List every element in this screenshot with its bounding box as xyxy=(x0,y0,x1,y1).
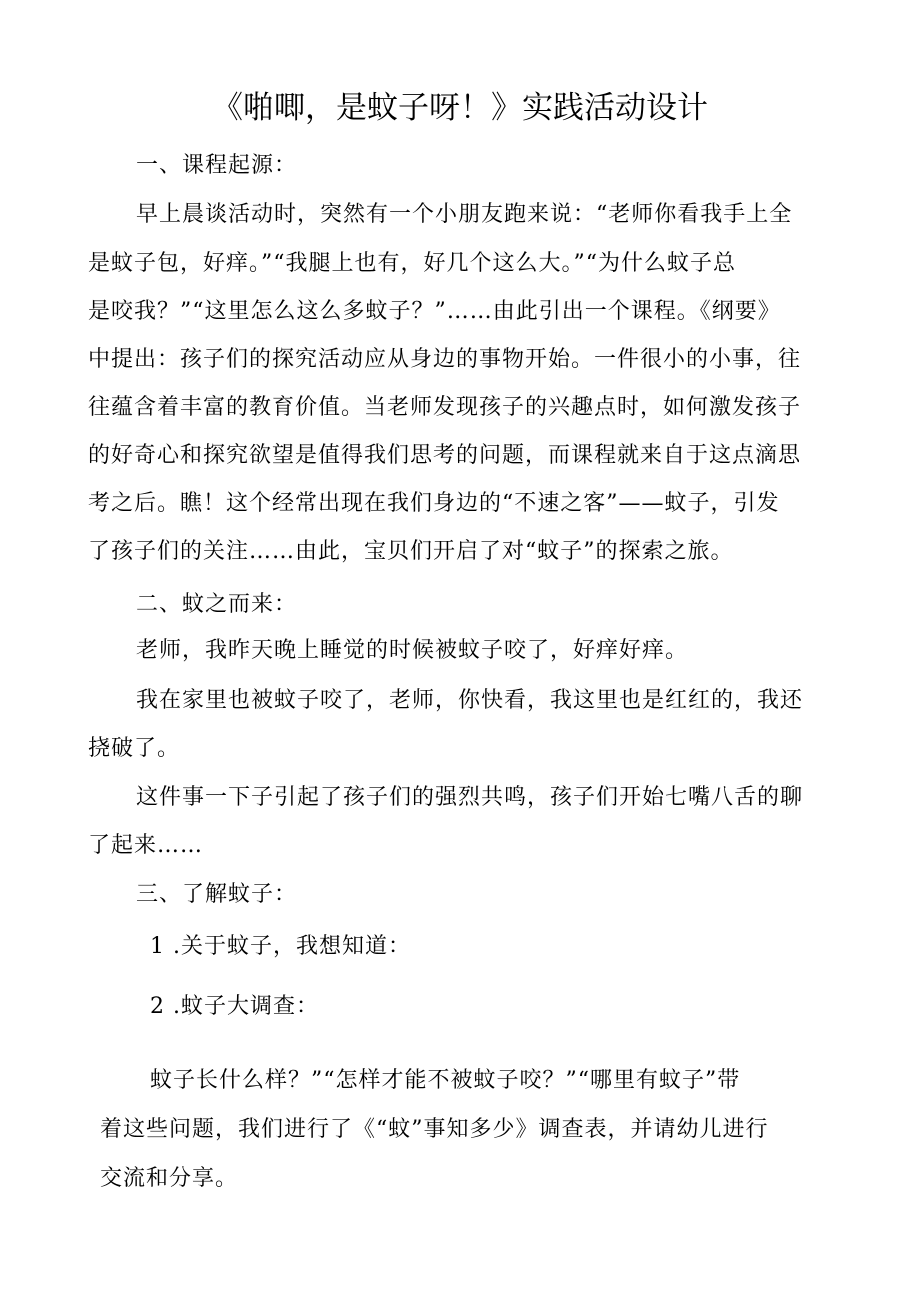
page-title: 《啪唧，是蚊子呀！》实践活动设计 xyxy=(212,90,708,126)
paragraph-line: 是蚊子包，好痒。”“我腿上也有，好几个这么大。”“为什么蚊子总 xyxy=(88,251,736,276)
list-item: 1 .关于蚊子，我想知道： xyxy=(150,934,411,959)
paragraph-line: 考之后。瞧！这个经常出现在我们身边的“不速之客”——蚊子，引发 xyxy=(88,491,780,516)
paragraph-line: 往蕴含着丰富的教育价值。当老师发现孩子的兴趣点时，如何激发孩子 xyxy=(88,395,802,420)
paragraph-line: 早上晨谈活动时，突然有一个小朋友跑来说：“老师你看我手上全 xyxy=(136,202,793,227)
paragraph-line: 了起来…… xyxy=(88,833,204,858)
paragraph-line: 着这些问题，我们进行了《“蚊”事知多少》调查表，并请幼儿进行 xyxy=(100,1117,769,1142)
section-heading-understand: 三、了解蚊子： xyxy=(136,882,298,907)
section-heading-origin: 一、课程起源： xyxy=(136,153,298,178)
paragraph-line: 的好奇心和探究欲望是值得我们思考的问题，而课程就来自于这点滴思 xyxy=(88,443,802,468)
list-item: 2 .蚊子大调查： xyxy=(150,994,319,1019)
paragraph-line: 蚊子长什么样？”“怎样才能不被蚊子咬？”“哪里有蚊子”带 xyxy=(150,1068,741,1093)
paragraph-line: 中提出：孩子们的探究活动应从身边的事物开始。一件很小的小事，往 xyxy=(88,347,802,372)
paragraph-line: 了孩子们的关注……由此，宝贝们开启了对“蚊子”的探索之旅。 xyxy=(88,539,734,564)
paragraph-line: 是咬我？”“这里怎么这么多蚊子？”……由此引出一个课程。《纲要》 xyxy=(88,299,781,324)
paragraph-line: 老师，我昨天晚上睡觉的时候被蚊子咬了，好痒好痒。 xyxy=(136,638,689,663)
paragraph-line: 挠破了。 xyxy=(88,736,181,761)
paragraph-line: 这件事一下子引起了孩子们的强烈共鸣，孩子们开始七嘴八舌的聊 xyxy=(136,785,804,810)
section-heading-arrival: 二、蚊之而来： xyxy=(136,592,298,617)
paragraph-line: 交流和分享。 xyxy=(100,1166,239,1191)
paragraph-line: 我在家里也被蚊子咬了，老师，你快看，我这里也是红红的，我还 xyxy=(136,688,804,713)
